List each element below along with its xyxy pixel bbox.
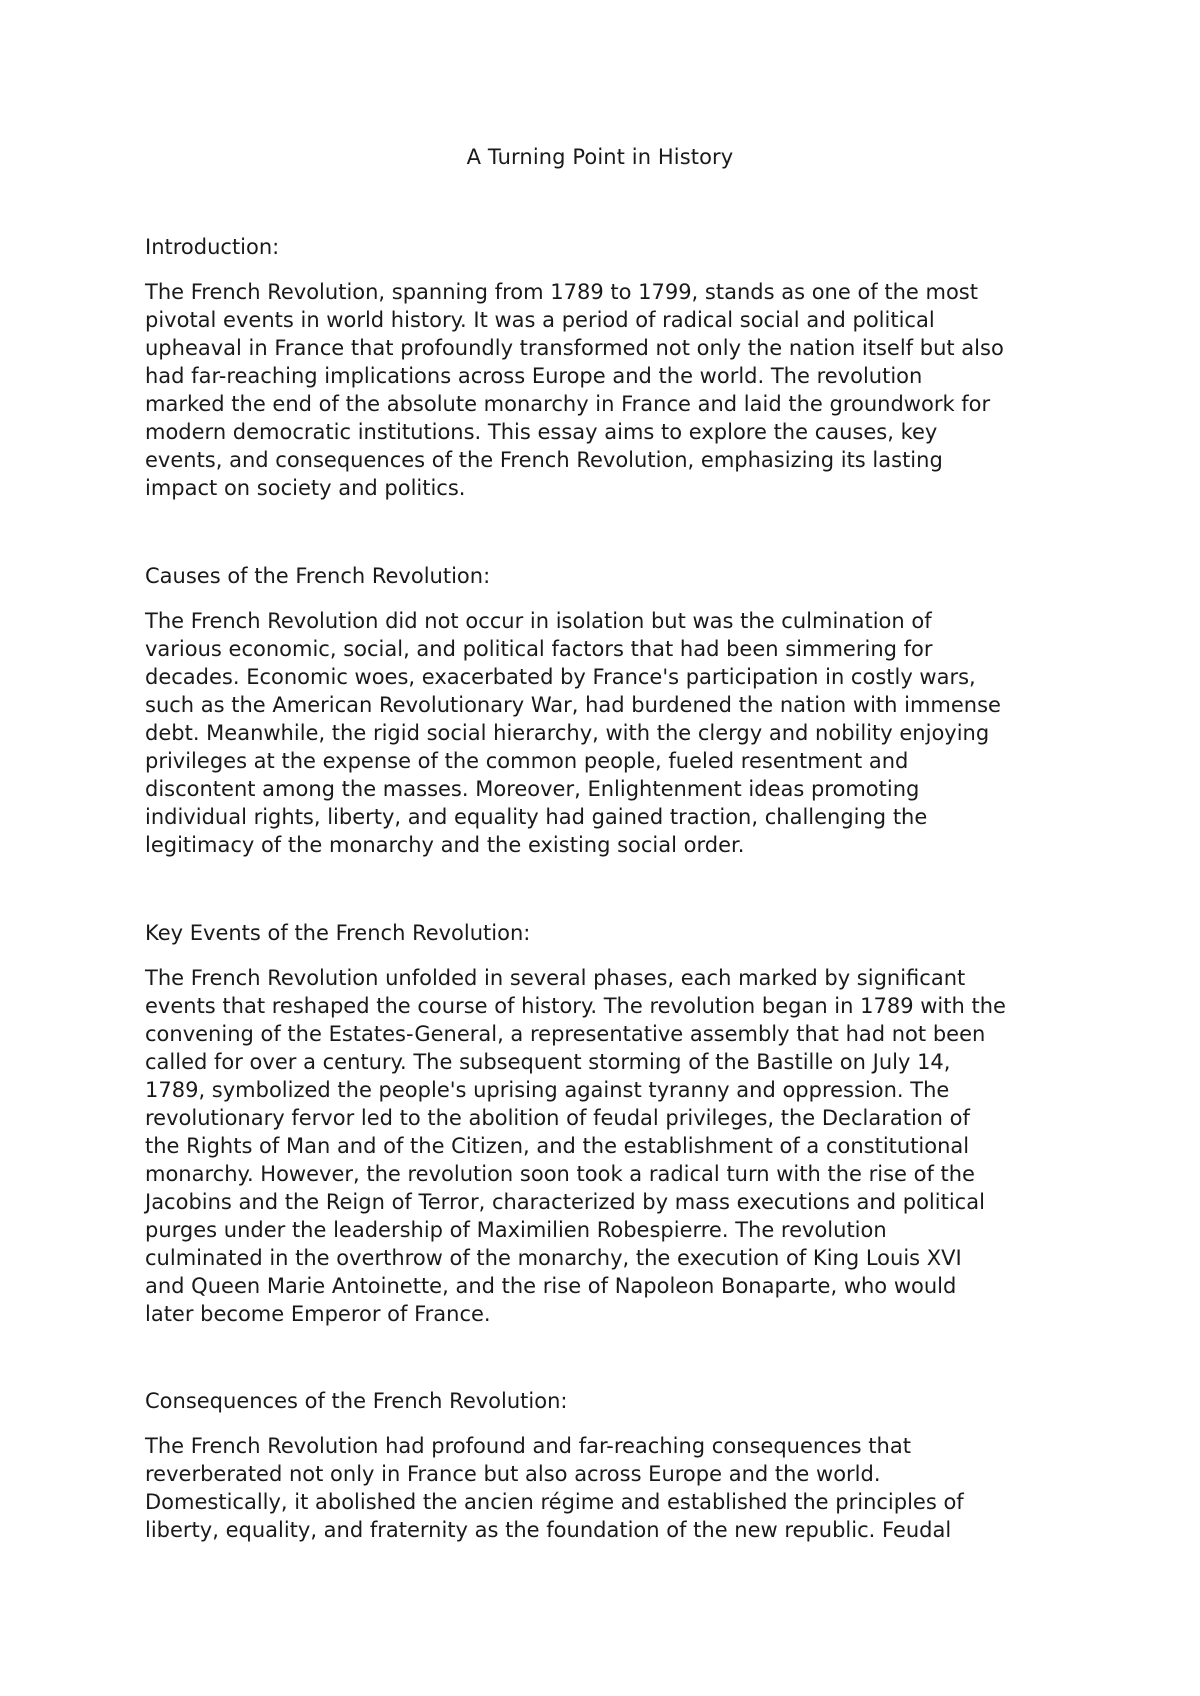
section-heading-consequences: Consequences of the French Revolution:: [145, 1389, 568, 1413]
paragraph-line: legitimacy of the monarchy and the existing social order.: [145, 833, 745, 857]
paragraph-line: liberty, equality, and fraternity as the foundation of the new republic. Feudal: [145, 1518, 952, 1542]
paragraph-line: modern democratic institutions. This essay aims to explore the causes, key: [145, 420, 938, 444]
paragraph-line: culminated in the overthrow of the monarchy, the execution of King Louis XVI: [145, 1246, 962, 1270]
paragraph-line: and Queen Marie Antoinette, and the rise of Napoleon Bonaparte, who would: [145, 1274, 957, 1298]
paragraph-line: The French Revolution unfolded in several phases, each marked by significant: [145, 966, 966, 990]
document-title: A Turning Point in History: [466, 145, 734, 169]
section-paragraph-key-events: [145, 964, 1065, 1328]
section-paragraph-introduction: [145, 278, 1065, 502]
paragraph-line: had far-reaching implications across Europe and the world. The revolution: [145, 364, 923, 388]
paragraph-line: later become Emperor of France.: [145, 1302, 491, 1326]
paragraph-line: privileges at the expense of the common people, fueled resentment and: [145, 749, 909, 773]
paragraph-line: upheaval in France that profoundly transformed not only the nation itself but also: [145, 336, 1004, 360]
paragraph-line: convening of the Estates-General, a representative assembly that had not been: [145, 1022, 986, 1046]
paragraph-line: discontent among the masses. Moreover, Enlightenment ideas promoting: [145, 777, 920, 801]
paragraph-line: various economic, social, and political factors that had been simmering for: [145, 637, 933, 661]
paragraph-line: Jacobins and the Reign of Terror, characterized by mass executions and political: [145, 1190, 985, 1214]
paragraph-line: The French Revolution had profound and far-reaching consequences that: [145, 1434, 911, 1458]
paragraph-line: events that reshaped the course of history. The revolution began in 1789 with the: [145, 994, 1006, 1018]
paragraph-line: revolutionary fervor led to the abolition of feudal privileges, the Declaration of: [145, 1106, 970, 1130]
paragraph-line: debt. Meanwhile, the rigid social hierarchy, with the clergy and nobility enjoying: [145, 721, 990, 745]
section-paragraph-consequences: [145, 1432, 1065, 1544]
paragraph-line: purges under the leadership of Maximilien Robespierre. The revolution: [145, 1218, 887, 1242]
paragraph-line: decades. Economic woes, exacerbated by France's participation in costly wars,: [145, 665, 976, 689]
paragraph-line: called for over a century. The subsequent storming of the Bastille on July 14,: [145, 1050, 951, 1074]
paragraph-line: 1789, symbolized the people's uprising against tyranny and oppression. The: [145, 1078, 950, 1102]
paragraph-line: impact on society and politics.: [145, 476, 466, 500]
section-paragraph-causes: [145, 607, 1065, 859]
section-heading-causes: Causes of the French Revolution:: [145, 564, 491, 588]
paragraph-line: marked the end of the absolute monarchy in France and laid the groundwork for: [145, 392, 991, 416]
paragraph-line: pivotal events in world history. It was a period of radical social and political: [145, 308, 935, 332]
section-heading-key-events: Key Events of the French Revolution:: [145, 921, 531, 945]
paragraph-line: such as the American Revolutionary War, had burdened the nation with immense: [145, 693, 1001, 717]
paragraph-line: Domestically, it abolished the ancien régime and established the principles of: [145, 1490, 964, 1514]
section-heading-introduction: Introduction:: [145, 235, 280, 259]
paragraph-line: the Rights of Man and of the Citizen, and the establishment of a constitutional: [145, 1134, 970, 1158]
paragraph-line: events, and consequences of the French Revolution, emphasizing its lasting: [145, 448, 943, 472]
paragraph-line: monarchy. However, the revolution soon took a radical turn with the rise of the: [145, 1162, 975, 1186]
paragraph-line: reverberated not only in France but also across Europe and the world.: [145, 1462, 881, 1486]
paragraph-line: The French Revolution, spanning from 1789 to 1799, stands as one of the most: [145, 280, 978, 304]
paragraph-line: individual rights, liberty, and equality had gained traction, challenging the: [145, 805, 928, 829]
paragraph-line: The French Revolution did not occur in isolation but was the culmination of: [145, 609, 932, 633]
